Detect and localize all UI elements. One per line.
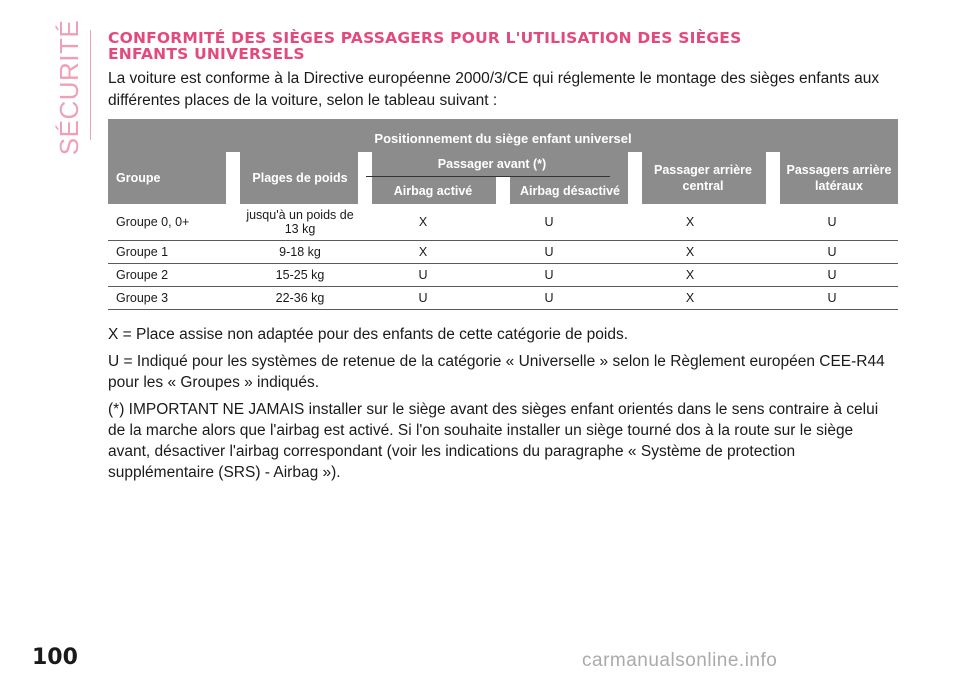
header-gap — [496, 177, 510, 204]
header-arriere-central: Passager arrière central — [654, 163, 752, 193]
cell-arriere-lateraux: U — [827, 215, 837, 229]
cell-airbag-desactive: U — [544, 215, 554, 229]
cell-groupe: Groupe 3 — [116, 291, 169, 305]
header-arriere-lateraux: Passagers arrière latéraux — [786, 163, 892, 193]
cell-arriere-lateraux: U — [827, 245, 837, 259]
cell-poids: 22-36 kg — [275, 291, 325, 305]
header-gap — [766, 152, 780, 204]
table-body — [108, 204, 898, 310]
cell-arriere-lateraux: U — [827, 291, 837, 305]
table-row — [108, 264, 898, 287]
child-seat-table — [108, 119, 898, 310]
header-groupe: Groupe — [116, 171, 161, 185]
header-passager-avant: Passager avant (*) — [437, 157, 547, 171]
cell-airbag-active: U — [418, 268, 428, 282]
section-heading-line-2: ENFANTS UNIVERSELS — [108, 45, 305, 63]
cell-airbag-active: U — [418, 291, 428, 305]
section-heading — [108, 30, 898, 62]
cell-airbag-active: X — [418, 215, 428, 229]
cell-groupe: Groupe 1 — [116, 245, 169, 259]
note-x: X = Place assise non adaptée pour des enfants de cette catégorie de poids. — [108, 326, 629, 343]
cell-poids: 9-18 kg — [279, 245, 321, 259]
table-row — [108, 204, 898, 241]
header-airbag-desactive: Airbag désactivé — [519, 183, 621, 198]
cell-arriere-lateraux: U — [827, 268, 837, 282]
header-gap — [358, 152, 372, 204]
cell-arriere-central: X — [685, 268, 695, 282]
table-header — [108, 119, 898, 204]
section-side-rule — [90, 30, 91, 140]
section-side-label — [50, 19, 90, 156]
note-important: (*) IMPORTANT NE JAMAIS installer sur le siège avant des sièges enfant orientés dans le sens contraire à celui de la marche alors que l'airbag est activé. Si l'on souhaite installer un siège tourné dos à la route sur le siège avant, désactiver l'airbag correspondant (voir les indications du paragraphe « Système de protection supplémentaire (SRS) - Airbag »). — [108, 401, 879, 481]
section-heading-line-1: CONFORMITÉ DES SIÈGES PASSAGERS POUR L'UTILISATION DES SIÈGES — [108, 29, 742, 47]
cell-airbag-desactive: U — [544, 268, 554, 282]
intro-paragraph: La voiture est conforme à la Directive européenne 2000/3/CE qui réglemente le montage des sièges enfants aux différentes places de la voiture, selon le tableau suivant : — [108, 70, 880, 109]
cell-arriere-central: X — [685, 215, 695, 229]
note-u: U = Indiqué pour les systèmes de retenue de la catégorie « Universelle » selon le Règlement européen CEE-R44 pour les « Groupes » indiqués. — [108, 353, 885, 391]
cell-arriere-central: X — [685, 291, 695, 305]
legend-notes — [108, 324, 898, 489]
table-row — [108, 287, 898, 310]
cell-airbag-desactive: U — [544, 245, 554, 259]
cell-poids: 15-25 kg — [275, 268, 325, 282]
cell-groupe: Groupe 0, 0+ — [116, 215, 190, 229]
header-plages-de-poids: Plages de poids — [252, 171, 348, 185]
watermark-text: carmanualsonline.info — [582, 650, 778, 671]
page-number: 100 — [32, 645, 78, 670]
header-gap — [226, 152, 240, 204]
header-airbag-active: Airbag activé — [393, 183, 473, 198]
cell-airbag-desactive: U — [544, 291, 554, 305]
cell-groupe: Groupe 2 — [116, 268, 169, 282]
section-side-label-text: SÉCURITÉ — [54, 19, 85, 156]
header-gap — [628, 152, 642, 204]
cell-poids: jusqu'à un poids de 13 kg — [246, 208, 354, 236]
cell-airbag-active: X — [418, 245, 428, 259]
cell-arriere-central: X — [685, 245, 695, 259]
table-title: Positionnement du siège enfant universel — [374, 131, 632, 146]
table-row — [108, 241, 898, 264]
